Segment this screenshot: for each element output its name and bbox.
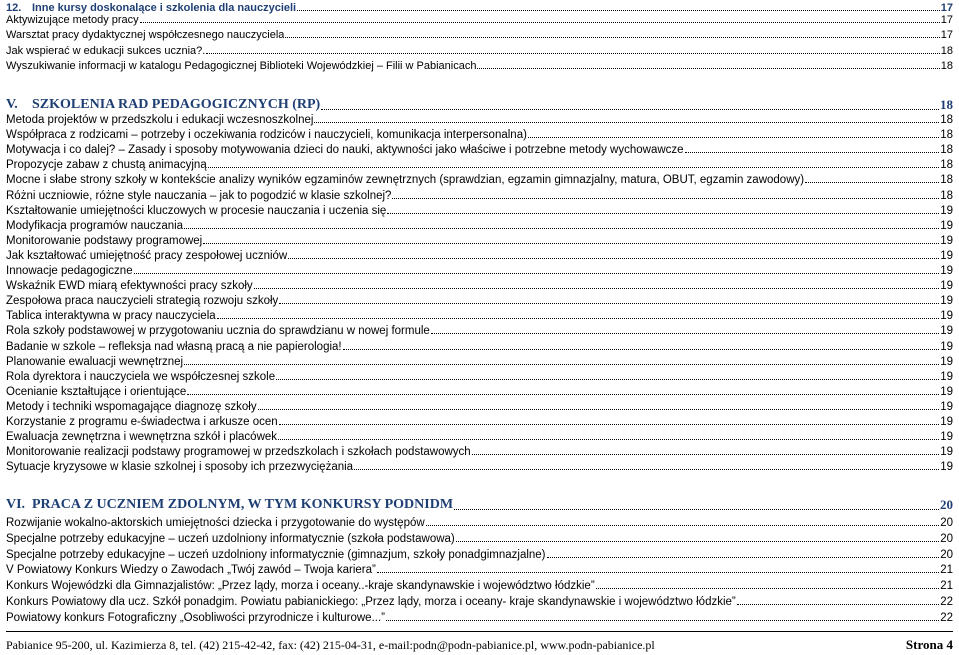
toc-entry-title: Monitorowanie podstawy programowej: [6, 234, 203, 247]
toc-entry-page: 19: [940, 431, 953, 444]
page-number: 18: [940, 97, 953, 112]
toc-entry-title: Wyszukiwanie informacji w katalogu Pedagogicznej Biblioteki Wojewódzkiej – Filii w Pabianicach: [6, 59, 477, 72]
dot-leader: [321, 108, 939, 110]
toc-entry-page: 20: [940, 532, 953, 545]
toc-entry[interactable]: [6, 562, 953, 576]
toc-entry-page: 18: [940, 129, 953, 142]
toc-entry-title: Sytuacje kryzysowe w klasie szkolnej i sposoby ich przezwyciężania: [6, 461, 354, 474]
section-number: V.: [6, 97, 18, 112]
toc-entry[interactable]: [6, 157, 953, 171]
toc-entry-title: Aktywizujące metody pracy: [6, 14, 139, 26]
toc-entry[interactable]: [6, 43, 953, 57]
toc-entry-page: 19: [940, 249, 953, 262]
toc-entry-page: 19: [940, 416, 953, 428]
toc-entry-page: 18: [940, 189, 953, 202]
toc-entry-page: 21: [940, 564, 953, 577]
dot-leader: [426, 524, 940, 526]
toc-entry-title: Jak wspierać w edukacji sukces ucznia?.: [6, 44, 206, 57]
dot-leader: [456, 540, 939, 542]
dot-leader: [343, 348, 940, 350]
toc-entry[interactable]: [6, 531, 953, 545]
toc-entry[interactable]: [6, 58, 953, 72]
dot-leader: [203, 242, 939, 244]
toc-entry-title: Specjalne potrzeby edukacyjne – uczeń uzdolniony informatycznie (szkoła podstawowa): [6, 532, 455, 545]
section-title: PRACA Z UCZNIEM ZDOLNYM, W TYM KONKURSY PODNIDM: [32, 497, 454, 512]
toc-entry-title: Specjalne potrzeby edukacyjne – uczeń uzdolniony informatycznie (gimnazjum, szkoły ponadgimnazjalne): [6, 548, 546, 561]
toc-entry-title: Różni uczniowie, różne style nauczania – jak to pogodzić w klasie szkolnej?: [6, 189, 392, 202]
toc-entry[interactable]: [6, 594, 953, 608]
dot-leader: [387, 212, 939, 214]
toc-entry-title: Warsztat pracy dydaktycznej współczesnego nauczyciela: [6, 29, 285, 42]
dot-leader: [279, 423, 940, 425]
toc-entry[interactable]: [6, 27, 953, 41]
toc-entry-page: 22: [940, 596, 953, 608]
toc-entry-page: 17: [940, 14, 953, 26]
dot-leader: [208, 166, 939, 168]
dot-leader: [278, 438, 939, 440]
toc-entry-title: Kształtowanie umiejętności kluczowych w procesie nauczania i uczenia się: [6, 204, 387, 217]
dot-leader: [472, 453, 940, 455]
section-title: SZKOLENIA RAD PEDAGOGICZNYCH (RP): [32, 97, 321, 112]
toc-entry-page: 18: [940, 159, 953, 172]
toc-entry[interactable]: [6, 293, 953, 307]
toc-entry-page: 18: [940, 114, 953, 126]
toc-entry-title: Innowacje pedagogiczne: [6, 265, 133, 277]
dot-leader: [454, 508, 939, 510]
dot-leader: [140, 21, 940, 23]
dot-leader: [377, 571, 939, 573]
page-footer: [6, 637, 953, 653]
toc-entry-title: Rola szkoły podstawowej w przygotowaniu ucznia do sprawdzianu w nowej formule: [6, 325, 430, 338]
dot-leader: [528, 136, 939, 138]
footer-page-label: Strona 4: [905, 637, 953, 652]
toc-entry[interactable]: [6, 610, 953, 624]
toc-entry-title: Tablica interaktywna w pracy nauczyciela: [6, 310, 216, 323]
toc-entry[interactable]: [6, 112, 953, 126]
dot-leader: [288, 257, 939, 259]
toc-entry[interactable]: [6, 429, 953, 443]
toc-entry[interactable]: [6, 414, 953, 428]
heading-title: Inne kursy doskonalące i szkolenia dla nauczycieli: [32, 2, 297, 14]
toc-entry-title: Konkurs Powiatowy dla ucz. Szkół ponadgim. Powiatu pabianickiego: „Przez lądy, morza i oceany- kraje skandynawskie i województwo łódzkie”: [6, 596, 736, 608]
toc-entry-page: 19: [940, 219, 953, 232]
dot-leader: [685, 151, 940, 153]
toc-entry-title: Współpraca z rodzicami – potrzeby i oczekiwania rodziców i nauczycieli, komunikacja interpersonalna): [6, 129, 527, 142]
toc-entry-page: 19: [940, 385, 953, 398]
dot-leader: [279, 302, 939, 304]
dot-leader: [354, 468, 939, 470]
toc-entry[interactable]: [6, 547, 953, 561]
toc-entry[interactable]: [6, 248, 953, 262]
toc-entry-page: 19: [940, 355, 953, 368]
toc-entry-page: 19: [940, 204, 953, 217]
dot-leader: [547, 556, 940, 558]
toc-entry-page: 19: [940, 280, 953, 293]
dot-leader: [297, 9, 940, 11]
toc-entry-title: Jak kształtować umiejętność pracy zespołowej uczniów: [6, 249, 288, 262]
toc-entry-title: Monitorowanie realizacji podstawy programowej w przedszkolach i szkołach podstawowych: [6, 446, 471, 459]
toc-entry-page: 19: [940, 265, 953, 277]
toc-entry[interactable]: [6, 578, 953, 592]
toc-entry-page: 19: [940, 295, 953, 308]
toc-entry[interactable]: [6, 218, 953, 232]
toc-entry-page: 19: [940, 370, 953, 383]
toc-entry-title: Rola dyrektora i nauczyciela we współczesnej szkole: [6, 370, 276, 383]
toc-entry-title: Motywacja i co dalej? – Zasady i sposoby motywowania dzieci do nauki, aktywności jako właściwe i potrzebne metody wychowawcze: [6, 144, 684, 157]
toc-entry-page: 17: [940, 29, 953, 42]
toc-entry[interactable]: [6, 369, 953, 383]
dot-leader: [134, 272, 940, 274]
dot-leader: [431, 332, 939, 334]
toc-entry[interactable]: [6, 263, 953, 277]
dot-leader: [187, 393, 939, 395]
toc-entry-title: Rozwijanie wokalno-aktorskich umiejętności dziecka i przygotowanie do występów: [6, 517, 425, 529]
dot-leader: [392, 197, 939, 199]
toc-entry[interactable]: [6, 354, 953, 368]
dot-leader: [737, 603, 939, 605]
toc-entry-title: Mocne i słabe strony szkoły w kontekście analizy wyników egzaminów zewnętrznych (sprawdzian, egzamin gimnazjalny, matura, OBUT, egzamin zawodowy): [6, 174, 805, 187]
toc-entry-title: Propozycje zabaw z chustą animacyjną: [6, 159, 207, 172]
toc-entry-page: 22: [940, 611, 953, 624]
toc-entry-title: Powiatowy konkurs Fotograficzny „Osobliwości przyrodnicze i kulturowe...”: [6, 611, 385, 624]
dot-leader: [276, 378, 939, 380]
toc-entry[interactable]: [6, 399, 953, 413]
toc-entry-title: V Powiatowy Konkurs Wiedzy o Zawodach „Twój zawód – Twoja kariera”: [6, 564, 376, 577]
toc-entry-title: Planowanie ewaluacji wewnętrznej: [6, 355, 184, 368]
toc-entry[interactable]: [6, 384, 953, 398]
page-number: 20: [940, 497, 953, 512]
toc-entry-page: 19: [940, 325, 953, 338]
toc-entry-title: Metody i techniki wspomagające diagnozę szkoły: [6, 400, 257, 413]
dot-leader: [805, 181, 939, 183]
toc-section-v[interactable]: [6, 95, 953, 113]
dot-leader: [217, 317, 940, 319]
toc-entry[interactable]: [6, 233, 953, 247]
toc-entry-page: 18: [940, 174, 953, 187]
toc-entry[interactable]: [6, 142, 953, 156]
toc-entry-page: 19: [940, 310, 953, 323]
toc-entry[interactable]: [6, 308, 953, 322]
dot-leader: [314, 121, 939, 123]
toc-entry-title: Badanie w szkole – refleksja nad własną pracą a nie papierologia!: [6, 340, 342, 353]
footer-address: Pabianice 95-200, ul. Kazimierza 8, tel. (42) 215-42-42, fax: (42) 215-04-31, e-mail:podn@podn-pabianice.pl, www.podn-pabianice.pl: [6, 637, 655, 652]
toc-entry-title: Ewaluacja zewnętrzna i wewnętrzna szkół i placówek: [6, 431, 278, 444]
dot-leader: [258, 408, 940, 410]
toc-entry-title: Metoda projektów w przedszkolu i edukacji wczesnoszkolnej: [6, 114, 314, 126]
dot-leader: [477, 67, 939, 69]
toc-entry-page: 18: [940, 44, 953, 57]
toc-entry-page: 19: [940, 400, 953, 413]
toc-entry-title: Konkurs Wojewódzki dla Gimnazjalistów: „Przez lądy, morza i oceany..-kraje skandynawskie i województwo łódzkie”: [6, 580, 595, 593]
dot-leader: [184, 363, 939, 365]
section-number: VI.: [6, 497, 26, 512]
toc-entry[interactable]: [6, 188, 953, 202]
toc-entry[interactable]: [6, 459, 953, 473]
toc-entry[interactable]: [6, 12, 953, 26]
toc-entry[interactable]: [6, 444, 953, 458]
footer-divider: [6, 631, 953, 632]
toc-entry-page: 21: [940, 580, 953, 593]
dot-leader: [386, 619, 939, 621]
toc-entry-page: 18: [940, 59, 953, 72]
toc-entry-title: Modyfikacja programów nauczania: [6, 219, 184, 232]
toc-entry[interactable]: [6, 339, 953, 353]
toc-entry-page: 20: [940, 517, 953, 529]
toc-section-vi[interactable]: [6, 495, 953, 513]
toc-entry-title: Wskaźnik EWD miarą efektywności pracy szkoły: [6, 280, 253, 293]
heading-number: 12.: [6, 2, 22, 14]
dot-leader: [254, 287, 940, 289]
page-number: 17: [940, 2, 953, 14]
toc-entry-page: 19: [940, 340, 953, 353]
toc-entry-title: Zespołowa praca nauczycieli strategią rozwoju szkoły: [6, 295, 279, 308]
toc-entry[interactable]: [6, 172, 953, 186]
toc-entry-title: Ocenianie kształtujące i orientujące: [6, 385, 187, 398]
toc-entry-page: 19: [940, 234, 953, 247]
dot-leader: [206, 52, 939, 54]
toc-entry[interactable]: [6, 515, 953, 529]
toc-entry[interactable]: [6, 323, 953, 337]
toc-entry-page: 19: [940, 461, 953, 474]
toc-entry-page: 19: [940, 446, 953, 459]
toc-entry-page: 20: [940, 548, 953, 561]
toc-entry-page: 18: [940, 144, 953, 157]
dot-leader: [596, 587, 940, 589]
toc-entry[interactable]: [6, 127, 953, 141]
dot-leader: [184, 227, 939, 229]
toc-entry[interactable]: [6, 278, 953, 292]
toc-entry[interactable]: [6, 203, 953, 217]
toc-entry-title: Korzystanie z programu e-świadectwa i arkusze ocen: [6, 416, 278, 428]
dot-leader: [285, 36, 939, 38]
